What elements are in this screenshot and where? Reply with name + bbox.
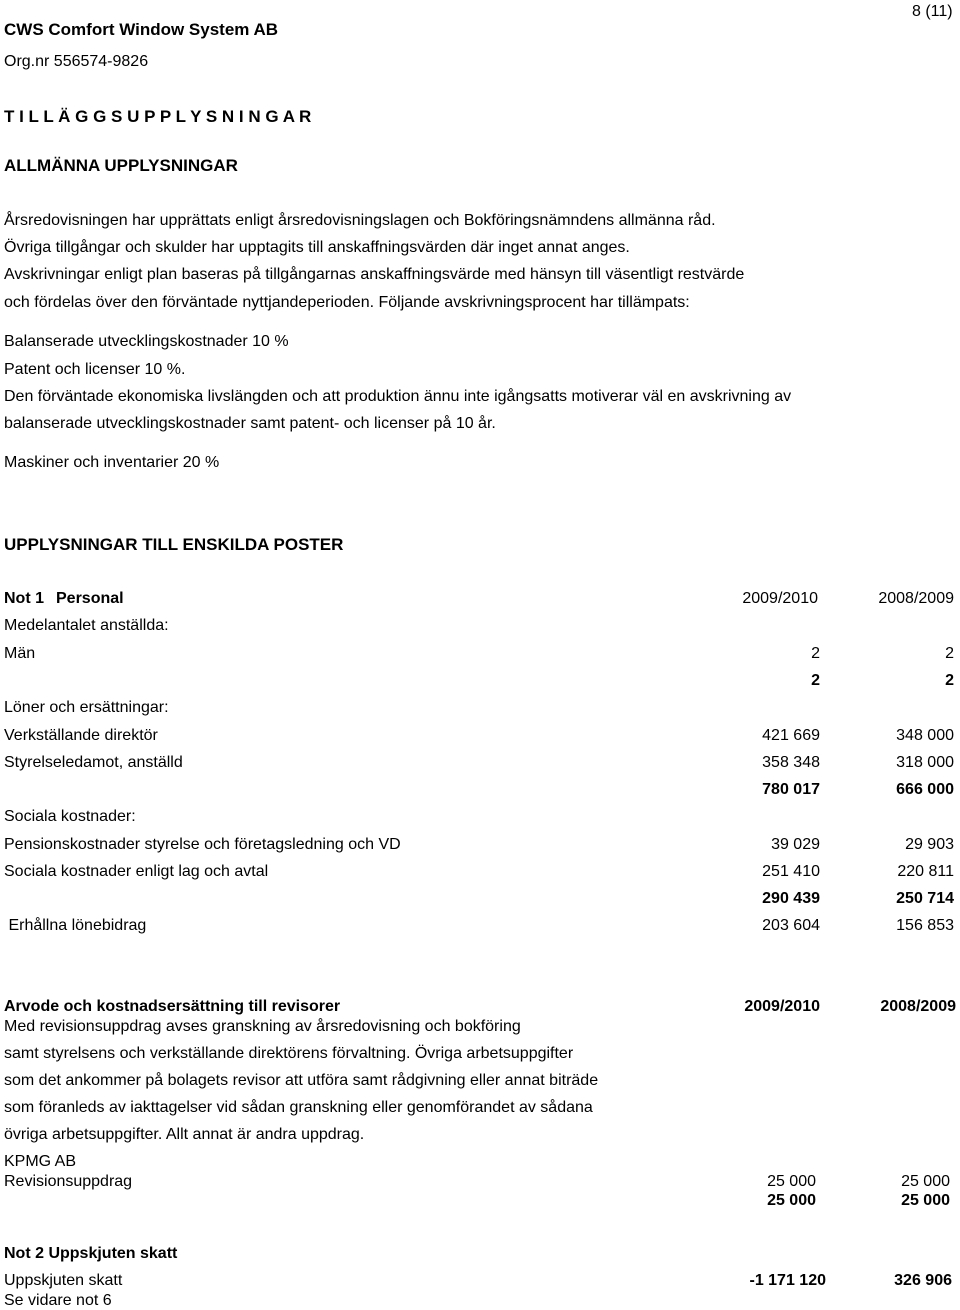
- page-number: 8 (11): [912, 3, 953, 20]
- audit-title: Arvode och kostnadsersättning till revisorer: [4, 998, 341, 1015]
- table-subtotal: 780 017: [762, 781, 820, 798]
- table-subtotal: 2: [811, 672, 820, 689]
- table-cell: 25 000: [901, 1173, 950, 1190]
- general-line: Patent och licenser 10 %.: [4, 361, 186, 378]
- table-cell: 25 000: [767, 1173, 816, 1190]
- table-row-label: Sociala kostnader:: [4, 808, 136, 825]
- general-line: Årsredovisningen har upprättats enligt årsredovisningslagen och Bokföringsnämndens allmänna råd.: [4, 212, 716, 229]
- table-cell: 326 906: [894, 1272, 952, 1289]
- table-row-label: Sociala kostnader enligt lag och avtal: [4, 863, 269, 880]
- audit-col1-header: 2009/2010: [744, 998, 820, 1015]
- table-cell: 251 410: [762, 863, 820, 880]
- table-row-label: Löner och ersättningar:: [4, 699, 169, 716]
- audit-firm: KPMG AB: [4, 1153, 77, 1170]
- table-cell: -1 171 120: [749, 1272, 826, 1289]
- table-subtotal: 250 714: [896, 890, 954, 907]
- table-row-label: Män: [4, 645, 36, 662]
- company-name: CWS Comfort Window System AB: [4, 20, 279, 39]
- general-heading: ALLMÄNNA UPPLYSNINGAR: [4, 156, 238, 175]
- table-row-label: Uppskjuten skatt: [4, 1272, 123, 1289]
- note1-label: Not 1: [4, 590, 44, 607]
- table-cell: 39 029: [771, 836, 820, 853]
- audit-line: Med revisionsuppdrag avses granskning av årsredovisning och bokföring: [4, 1018, 521, 1035]
- table-cell: 203 604: [762, 917, 820, 934]
- table-cell: 220 811: [897, 863, 954, 880]
- org-number: Org.nr 556574-9826: [4, 53, 149, 70]
- table-row-label: Revisionsuppdrag: [4, 1173, 133, 1190]
- table-subtotal: 666 000: [896, 781, 954, 798]
- general-line: och fördelas över den förväntade nyttjandeperioden. Följande avskrivningsprocent har tillämpats:: [4, 294, 690, 311]
- audit-line: som föranleds av iakttagelser vid sådan granskning eller genomförandet av sådana: [4, 1099, 593, 1116]
- table-cell: 2: [945, 645, 954, 662]
- audit-col2-header: 2008/2009: [880, 998, 956, 1015]
- general-line: Den förväntade ekonomiska livslängden och att produktion ännu inte igångsatts motiverar väl en avskrivning av: [4, 388, 792, 405]
- general-line: Maskiner och inventarier 20 %: [4, 454, 220, 471]
- table-row-label: Pensionskostnader styrelse och företagsledning och VD: [4, 836, 401, 853]
- audit-line: som det ankommer på bolagets revisor att utföra samt rådgivning eller annat biträde: [4, 1072, 599, 1089]
- table-row-label: Erhållna lönebidrag: [4, 917, 147, 934]
- general-line: Övriga tillgångar och skulder har upptagits till anskaffningsvärden där inget annat anges.: [4, 239, 630, 256]
- note1-title: Personal: [56, 590, 124, 607]
- general-line: Avskrivningar enligt plan baseras på tillgångarnas anskaffningsvärde med hänsyn till väsentligt restvärde: [4, 266, 745, 283]
- posts-heading: UPPLYSNINGAR TILL ENSKILDA POSTER: [4, 535, 344, 554]
- note2-title: Not 2 Uppskjuten skatt: [4, 1245, 178, 1262]
- table-subtotal: 2: [945, 672, 954, 689]
- table-cell: 318 000: [896, 754, 954, 771]
- table-row-label: Styrelseledamot, anställd: [4, 754, 183, 771]
- page-title: T I L L Ä G G S U P P L Y S N I N G A R: [4, 107, 312, 126]
- note1-col1-header: 2009/2010: [742, 590, 818, 607]
- table-subtotal: 25 000: [767, 1192, 816, 1209]
- table-subtotal: 290 439: [762, 890, 820, 907]
- note1-col2-header: 2008/2009: [878, 590, 954, 607]
- table-cell: 156 853: [896, 917, 954, 934]
- table-subtotal: 25 000: [901, 1192, 950, 1209]
- note2-reference: Se vidare not 6: [4, 1292, 112, 1309]
- table-row-label: Medelantalet anställda:: [4, 617, 169, 634]
- table-cell: 348 000: [896, 727, 954, 744]
- table-cell: 29 903: [905, 836, 954, 853]
- audit-line: övriga arbetsuppgifter. Allt annat är andra uppdrag.: [4, 1126, 365, 1143]
- table-cell: 421 669: [762, 727, 820, 744]
- general-line: Balanserade utvecklingskostnader 10 %: [4, 333, 289, 350]
- audit-line: samt styrelsens och verkställande direktörens förvaltning. Övriga arbetsuppgifter: [4, 1045, 574, 1062]
- table-cell: 2: [811, 645, 820, 662]
- table-cell: 358 348: [762, 754, 820, 771]
- general-line: balanserade utvecklingskostnader samt patent- och licenser på 10 år.: [4, 415, 496, 432]
- table-row-label: Verkställande direktör: [4, 727, 158, 744]
